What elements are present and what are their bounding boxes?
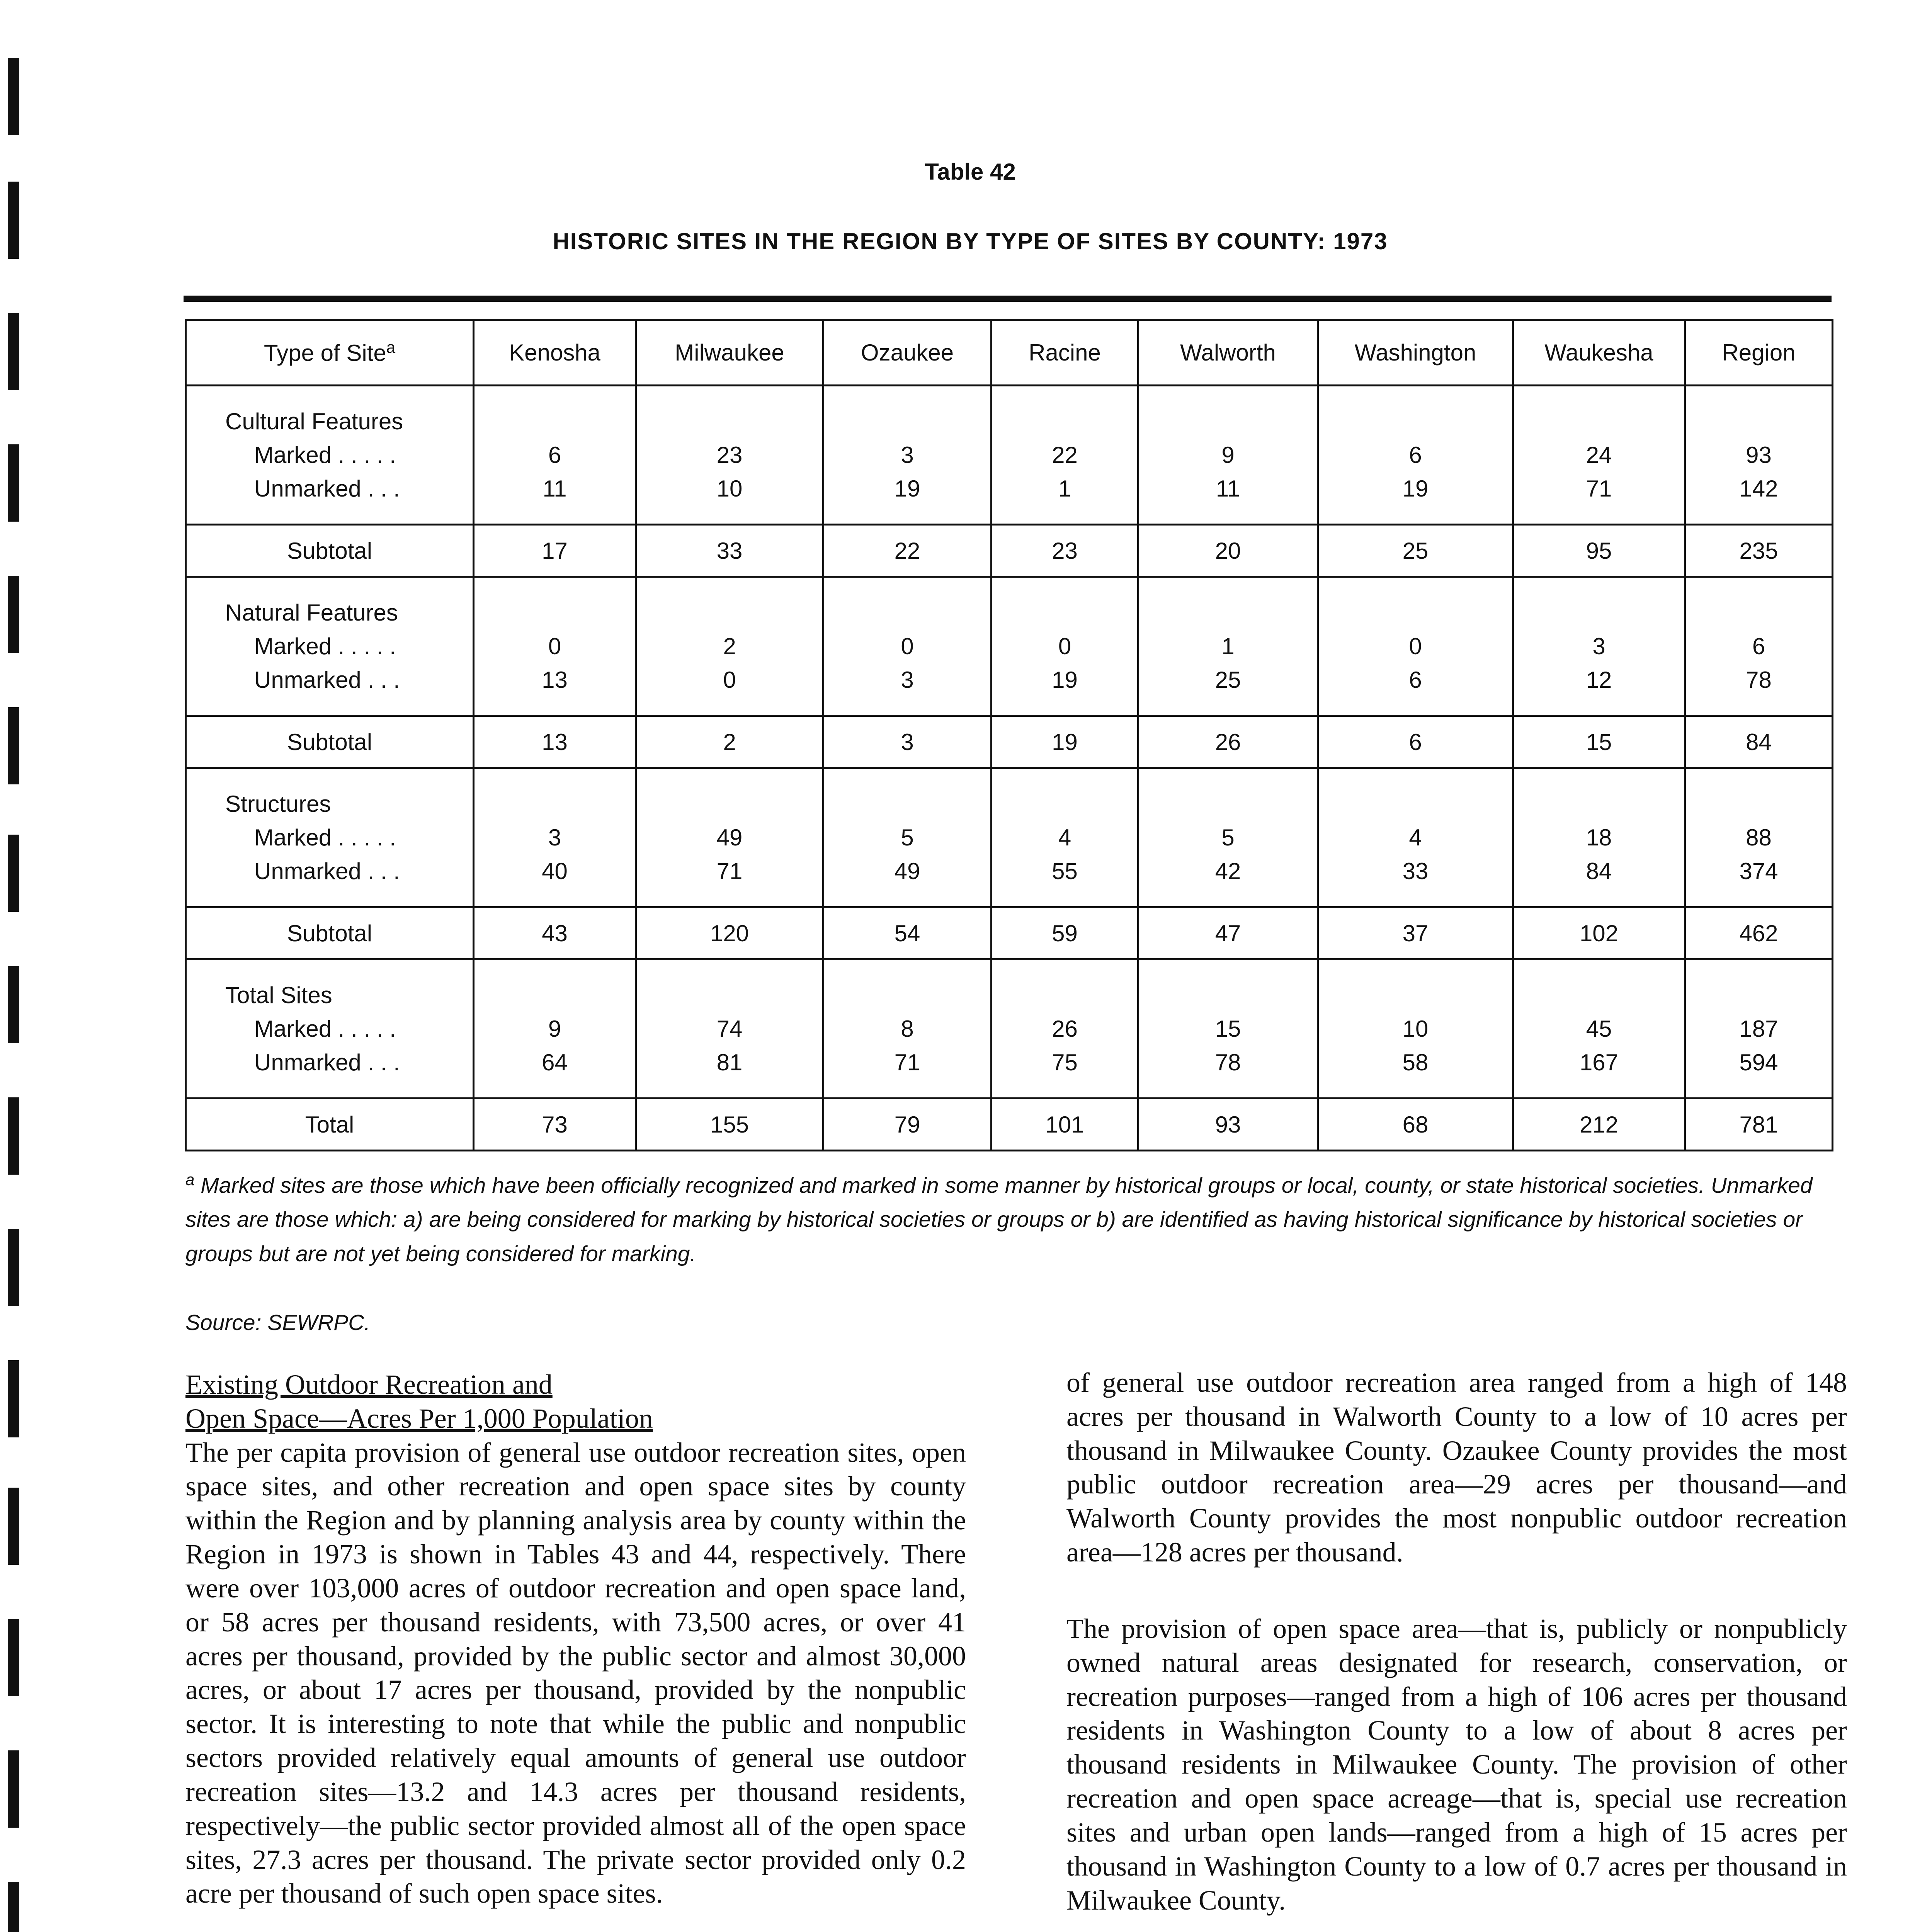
title-rule [184,296,1832,302]
cell-value: 15 [1215,1016,1241,1042]
cell-value: 3 [1592,633,1605,659]
cell-value: 3 [548,825,561,850]
body-column-right [1066,1366,1847,1932]
cell-value: 55 [1052,858,1078,884]
subtotal-value: 3 [823,716,992,768]
value-cell [636,577,823,716]
binder-hole [8,1229,19,1306]
value-cell [1685,768,1833,907]
header-type-label: Type of Site [264,340,386,366]
value-cell [636,768,823,907]
cell-value: 19 [894,476,920,502]
cell-value: 75 [1052,1049,1078,1075]
row-label: Unmarked . . . [254,476,400,502]
binder-hole [8,58,19,135]
cell-value: 81 [716,1049,743,1075]
value-cell [1138,386,1318,525]
footnote-mark: a [185,1170,195,1189]
value-cell [1685,577,1833,716]
table-title: HISTORIC SITES IN THE REGION BY TYPE OF SITES BY COUNTY: 1973 [553,228,1388,254]
binder-hole [8,1882,19,1932]
body-paragraph: The per capita provision of general use outdoor recreation sites, open space sites, and other recreation and open space sites by county within the Region and by planning analysis area by county within the Region in 1973 is shown in Tables 43 and 44, respectively. There were over 103,000 acres of outdoor recreation and open space land, or 58 acres per thousand residents, with 73,500 acres, or over 41 acres per thousand, provided by the public sector and almost 30,000 acres, or about 17 acres per thousand, provided by the nonpublic sector. It is interesting to note that while the public and nonpublic sectors provided relatively equal amounts of general use outdoor recreation sites—13.2 and 14.3 acres per thousand residents, respectively—the public sector provided almost all of the open space sites, 27.3 acres per thousand. The private sector provided only 0.2 acre per thousand of such open space sites. [185,1437,966,1909]
binder-hole [8,1097,19,1175]
subtotal-value: 781 [1685,1099,1833,1151]
value-cell [823,386,992,525]
value-cell [474,577,636,716]
cell-value: 187 [1739,1016,1778,1042]
cell-value: 88 [1746,825,1772,850]
value-cell [1138,959,1318,1099]
subtotal-value: 2 [636,716,823,768]
cell-value: 45 [1586,1016,1612,1042]
cell-value: 22 [1052,442,1078,468]
subtotal-value: 235 [1685,525,1833,577]
cell-value: 10 [1402,1016,1429,1042]
subtotal-label: Subtotal [186,716,474,768]
cell-value: 93 [1746,442,1772,468]
cell-value: 5 [901,825,914,850]
cell-value: 167 [1579,1049,1619,1075]
table-body [186,386,1833,1151]
cell-value: 6 [1752,633,1765,659]
subtotal-value: 47 [1138,907,1318,959]
cell-value: 3 [901,442,914,468]
group-title: Cultural Features [225,408,403,434]
header-county: Racine [992,320,1138,386]
table-subtotal-row [186,525,1833,577]
cell-value: 0 [901,633,914,659]
cell-value: 13 [542,667,568,693]
subtotal-value: 73 [474,1099,636,1151]
value-cell [1685,959,1833,1099]
value-cell [1318,386,1513,525]
subtotal-label: Total [186,1099,474,1151]
subtotal-value: 79 [823,1099,992,1151]
table-subtotal-row [186,716,1833,768]
value-cell [636,959,823,1099]
group-title: Natural Features [225,600,398,626]
cell-value: 9 [548,1016,561,1042]
value-cell [1513,386,1685,525]
subtotal-value: 19 [992,716,1138,768]
body-column-left [185,1368,966,1932]
cell-value: 74 [716,1016,743,1042]
cell-value: 594 [1739,1049,1778,1075]
cell-value: 9 [1221,442,1235,468]
value-cell [823,768,992,907]
subtotal-value: 84 [1685,716,1833,768]
cell-value: 24 [1586,442,1612,468]
value-cell [1138,768,1318,907]
value-cell [992,768,1138,907]
header-county: Ozaukee [823,320,992,386]
section-heading-line2: Open Space—Acres Per 1,000 Population [185,1403,653,1434]
subtotal-value: 6 [1318,716,1513,768]
cell-value: 71 [1586,476,1612,502]
value-cell [474,768,636,907]
subtotal-label: Subtotal [186,525,474,577]
subtotal-value: 17 [474,525,636,577]
cell-value: 0 [548,633,561,659]
value-cell [474,386,636,525]
subtotal-value: 37 [1318,907,1513,959]
value-cell [1138,577,1318,716]
body-paragraph: The provision of open space area—that is, publicly or nonpublicly owned natural areas designated for research, conservation, or recreation purposes—ranged from a high of 106 acres per thousand residents in Washington County to a low of about 8 acres per thousand residents in Milwaukee County. The provision of other recreation and open space acreage—that is, special use recreation sites and urban open lands—ranged from a high of 15 acres per thousand in Washington County to a low of 0.7 acres per thousand in Milwaukee County. [1066,1613,1847,1916]
binder-hole [8,1619,19,1696]
group-title: Structures [225,791,331,817]
table-group-row [186,768,1833,907]
binder-hole [8,835,19,912]
row-label: Marked . . . . . [254,633,396,659]
subtotal-value: 93 [1138,1099,1318,1151]
value-cell [823,577,992,716]
subtotal-value: 59 [992,907,1138,959]
row-label: Marked . . . . . [254,442,396,468]
binder-hole [8,707,19,784]
group-title: Total Sites [225,982,332,1008]
value-cell [1318,959,1513,1099]
binder-hole [8,1488,19,1565]
group-label-cell [186,768,474,907]
cell-value: 0 [1058,633,1071,659]
subtotal-value: 23 [992,525,1138,577]
binder-hole [8,444,19,522]
cell-value: 6 [1409,442,1422,468]
header-county: Walworth [1138,320,1318,386]
cell-value: 0 [1409,633,1422,659]
value-cell [474,959,636,1099]
table-header-row [186,320,1833,386]
cell-value: 4 [1409,825,1422,850]
subtotal-value: 212 [1513,1099,1685,1151]
footnote-text: Marked sites are those which have been officially recognized and marked in some manner by historical groups or local, county, or state historical societies. Unmarked sites are those which: a) are being considered for marking by historical societies or groups or b) are identified as having historical significance by historical societies or groups but are not yet being considered for marking. [185,1173,1813,1266]
binder-hole [8,1750,19,1828]
cell-value: 19 [1052,667,1078,693]
cell-value: 25 [1215,667,1241,693]
header-county: Milwaukee [636,320,823,386]
subtotal-value: 15 [1513,716,1685,768]
subtotal-value: 22 [823,525,992,577]
cell-value: 6 [548,442,561,468]
footnote-mark: a [386,338,396,356]
cell-value: 5 [1221,825,1235,850]
value-cell [1685,386,1833,525]
group-label-cell [186,386,474,525]
subtotal-value: 102 [1513,907,1685,959]
value-cell [992,959,1138,1099]
subtotal-value: 462 [1685,907,1833,959]
subtotal-value: 120 [636,907,823,959]
cell-value: 33 [1402,858,1429,884]
table-group-row [186,959,1833,1099]
subtotal-value: 25 [1318,525,1513,577]
cell-value: 71 [894,1049,920,1075]
cell-value: 49 [894,858,920,884]
cell-value: 11 [543,476,567,502]
value-cell [1513,577,1685,716]
table-footnote [185,1167,1832,1271]
cell-value: 11 [1216,476,1240,502]
header-county: Washington [1318,320,1513,386]
cell-value: 3 [901,667,914,693]
row-label: Marked . . . . . [254,1016,396,1042]
cell-value: 78 [1215,1049,1241,1075]
value-cell [1318,768,1513,907]
table-number: Table 42 [925,159,1016,185]
table-group-row [186,577,1833,716]
header-county: Kenosha [474,320,636,386]
cell-value: 2 [723,633,736,659]
subtotal-value: 101 [992,1099,1138,1151]
subtotal-label: Subtotal [186,907,474,959]
value-cell [1513,768,1685,907]
cell-value: 84 [1586,858,1612,884]
cell-value: 23 [716,442,743,468]
binder-hole [8,576,19,653]
subtotal-value: 155 [636,1099,823,1151]
cell-value: 374 [1739,858,1778,884]
binder-hole [8,313,19,390]
cell-value: 4 [1058,825,1071,850]
cell-value: 40 [542,858,568,884]
cell-value: 58 [1402,1049,1429,1075]
row-label: Unmarked . . . [254,667,400,693]
row-label: Unmarked . . . [254,858,400,884]
header-county: Waukesha [1513,320,1685,386]
subtotal-value: 13 [474,716,636,768]
table-group-row [186,386,1833,525]
cell-value: 42 [1215,858,1241,884]
cell-value: 0 [723,667,736,693]
row-label: Marked . . . . . [254,825,396,850]
subtotal-value: 68 [1318,1099,1513,1151]
table-source: Source: SEWRPC. [185,1310,371,1335]
cell-value: 49 [716,825,743,850]
value-cell [636,386,823,525]
subtotal-value: 26 [1138,716,1318,768]
cell-value: 12 [1586,667,1612,693]
subtotal-value: 20 [1138,525,1318,577]
value-cell [1513,959,1685,1099]
value-cell [823,959,992,1099]
header-type-of-site [186,320,474,386]
cell-value: 1 [1221,633,1235,659]
value-cell [1318,577,1513,716]
value-cell [992,386,1138,525]
group-label-cell [186,959,474,1099]
cell-value: 71 [716,858,743,884]
header-county: Region [1685,320,1833,386]
cell-value: 19 [1402,476,1429,502]
table-total-row [186,1099,1833,1151]
value-cell [992,577,1138,716]
cell-value: 78 [1746,667,1772,693]
binder-hole [8,966,19,1043]
subtotal-value: 54 [823,907,992,959]
subtotal-value: 95 [1513,525,1685,577]
table-subtotal-row [186,907,1833,959]
cell-value: 18 [1586,825,1612,850]
cell-value: 10 [716,476,743,502]
cell-value: 6 [1409,667,1422,693]
cell-value: 26 [1052,1016,1078,1042]
subtotal-value: 43 [474,907,636,959]
binder-hole [8,1360,19,1437]
group-label-cell [186,577,474,716]
section-heading-line1: Existing Outdoor Recreation and [185,1369,553,1400]
cell-value: 64 [542,1049,568,1075]
row-label: Unmarked . . . [254,1049,400,1075]
cell-value: 1 [1058,476,1071,502]
subtotal-value: 33 [636,525,823,577]
historic-sites-table [185,319,1833,1151]
cell-value: 8 [901,1016,914,1042]
cell-value: 142 [1739,476,1778,502]
body-paragraph: of general use outdoor recreation area ranged from a high of 148 acres per thousand in Walworth County to a low of 10 acres per thousand in Milwaukee County. Ozaukee County provides the most public outdoor recreation area—29 acres per thousand—and Walworth County provides the most nonpublic outdoor recreation area—128 acres per thousand. [1066,1367,1847,1568]
